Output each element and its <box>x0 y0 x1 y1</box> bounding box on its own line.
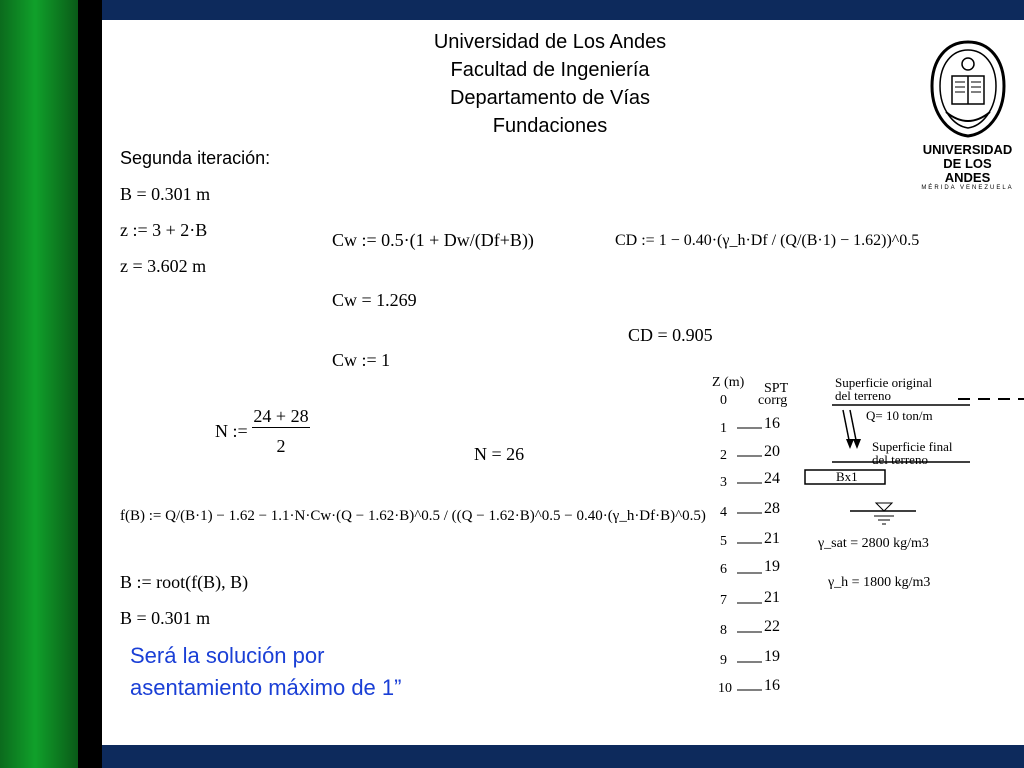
section-title: Segunda iteración: <box>120 148 271 168</box>
depth-row-6: 6 <box>720 562 727 577</box>
gamma-h: γ_h = 1800 kg/m3 <box>828 575 931 590</box>
gamma-sat: γ_sat = 2800 kg/m3 <box>818 536 929 551</box>
label-load: Q= 10 ton/m <box>866 408 933 423</box>
conclusion-line1: Será la solución por <box>130 643 325 668</box>
label-final-2: del terreno <box>872 452 928 467</box>
spt-row-2: 20 <box>764 443 780 460</box>
n-numerator: 24 + 28 <box>253 406 309 426</box>
fb-definition: f(B) := Q/(B·1) − 1.62 − 1.1·N·Cw·(Q − 1.62·B)^0.5 / ((Q − 1.62·B)^0.5 − 0.40·(γ_h·Df·B)^0.5) <box>120 508 706 524</box>
n-denominator: 2 <box>276 436 286 456</box>
z-definition: z := 3 + 2·B <box>120 220 208 240</box>
spt-ticks <box>737 428 762 690</box>
b-result: B = 0.301 m <box>120 184 211 204</box>
spt-row-7: 21 <box>764 589 780 606</box>
top-navy-bar <box>102 0 1024 20</box>
label-final-1: Superficie final <box>872 439 953 454</box>
label-footing: Bx1 <box>836 469 858 484</box>
spt-row-5: 21 <box>764 530 780 547</box>
depth-row-5: 5 <box>720 534 727 549</box>
depth-row-3: 3 <box>720 475 727 490</box>
depth-row-8: 8 <box>720 623 727 638</box>
spt-row-4: 28 <box>764 500 780 517</box>
spt-header-2: corrg <box>758 393 788 408</box>
soil-profile <box>700 375 1024 705</box>
b-final: B = 0.301 m <box>120 608 211 628</box>
spt-header-1: SPT <box>764 381 789 396</box>
spt-row-8: 22 <box>764 618 780 635</box>
depth-row-2: 2 <box>720 448 727 463</box>
depth-row-7: 7 <box>720 593 727 608</box>
n-result: N = 26 <box>474 444 525 464</box>
spt-row-9: 19 <box>764 648 780 665</box>
department-name: Departamento de Vías <box>449 87 651 109</box>
spt-row-10: 16 <box>764 677 780 694</box>
left-green-bar <box>0 0 78 768</box>
depth-row-0: 0 <box>720 393 727 408</box>
left-black-bar <box>78 0 102 768</box>
course-name: Fundaciones <box>492 115 608 137</box>
cw-result: Cw = 1.269 <box>332 290 417 310</box>
depth-row-1: 1 <box>720 421 727 436</box>
cw-assignment: Cw := 1 <box>332 350 391 370</box>
spt-row-1: 16 <box>764 415 780 432</box>
cd-result: CD = 0.905 <box>628 325 713 345</box>
logo-name-line2: DE LOS ANDES <box>943 156 992 185</box>
university-logo <box>920 40 1015 191</box>
conclusion-note <box>130 640 401 704</box>
spt-row-6: 19 <box>764 558 780 575</box>
logo-subtitle: MÉRIDA VENEZUELA <box>921 185 1014 191</box>
depth-row-10: 10 <box>718 681 732 696</box>
university-name: Universidad de Los Andes <box>433 31 667 53</box>
crest-icon <box>928 40 1008 138</box>
conclusion-line2: asentamiento máximo de 1” <box>130 675 402 700</box>
spt-row-3: 24 <box>764 470 780 487</box>
label-original-1: Superficie original <box>835 375 933 390</box>
n-lhs: N := <box>215 421 248 441</box>
cd-definition: CD := 1 − 0.40·(γ_h·Df / (Q/(B·1) − 1.62))^0.5 <box>615 232 920 249</box>
faculty-name: Facultad de Ingeniería <box>450 59 650 81</box>
root-definition: B := root(f(B), B) <box>120 572 249 592</box>
z-result: z = 3.602 m <box>120 256 207 276</box>
cw-definition: Cw := 0.5·(1 + Dw/(Df+B)) <box>332 230 534 250</box>
depth-row-9: 9 <box>720 653 727 668</box>
logo-name-line1: UNIVERSIDAD <box>922 142 1013 157</box>
depth-header: Z (m) <box>712 375 745 390</box>
slide-header <box>380 28 720 140</box>
bottom-navy-bar <box>102 745 1024 768</box>
depth-row-4: 4 <box>720 505 727 520</box>
label-original-2: del terreno <box>835 388 891 403</box>
